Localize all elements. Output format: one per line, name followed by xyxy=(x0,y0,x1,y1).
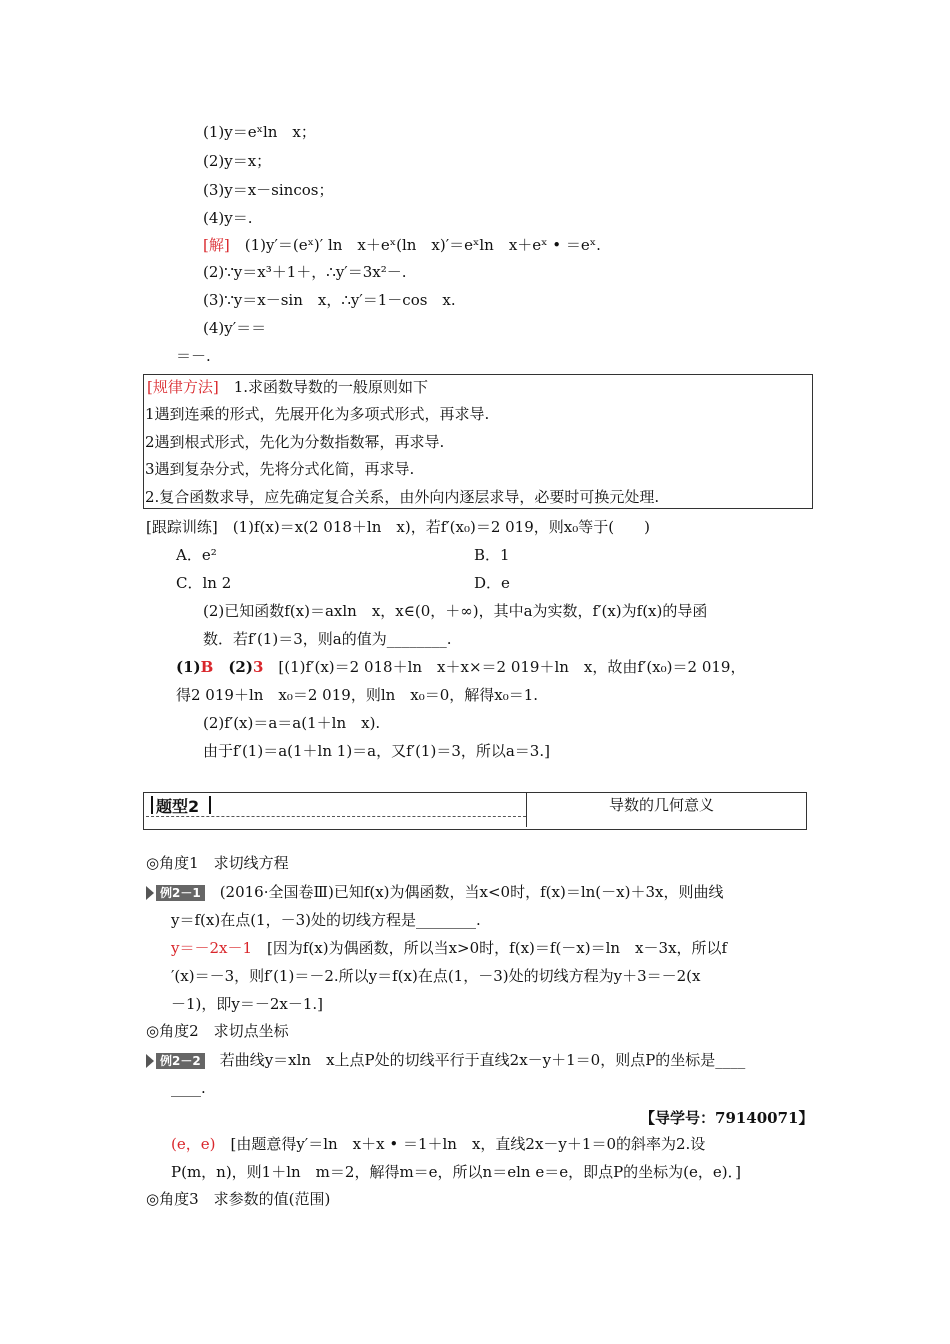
method-line-5: 2.复合函数求导，应先确定复合关系，由外向内逐层求导，必要时可换元处理. xyxy=(145,488,660,506)
method-line-1 xyxy=(147,377,428,397)
problem-1: (1)y＝eˣln x； xyxy=(203,123,316,141)
answer-2-value: 3 xyxy=(252,658,264,676)
angle-2-answer: (e，e) xyxy=(171,1135,216,1153)
method-line-2: 1遇到连乘的形式，先展开化为多项式形式，再求导. xyxy=(145,405,490,423)
solution-line-5: ＝－. xyxy=(176,347,211,365)
option-d: D．e xyxy=(474,574,510,592)
problem-3: (3)y＝x－sincos； xyxy=(203,181,334,199)
angle-1-answer: y＝－2x－1 xyxy=(171,939,253,957)
solution-line-2: (2)∵y＝x³＋1＋，∴y′＝3x²－. xyxy=(203,263,407,281)
angle-2-question-line-1 xyxy=(146,1050,745,1070)
play-triangle-icon xyxy=(146,1054,154,1068)
problem-4: (4)y＝. xyxy=(203,209,253,227)
practice-answer-line-1 xyxy=(176,657,745,677)
angle-1-title: ◎角度1 求切线方程 xyxy=(146,854,289,872)
section-label-bar-right xyxy=(209,796,211,814)
solution-line-4: (4)y′＝＝ xyxy=(203,319,267,337)
option-c: C．ln 2 xyxy=(176,574,232,592)
answer-1-label: (1) xyxy=(176,658,201,676)
section-label-bar-left xyxy=(151,796,153,814)
option-a: A．e² xyxy=(176,546,217,564)
angle-1-question-line-2: y＝f(x)在点(1，－3)处的切线方程是________. xyxy=(171,911,481,929)
method-tag: [规律方法] xyxy=(147,378,219,396)
angle-1-answer-line-2: ′(x)＝－3，则f′(1)＝－2.所以y＝f(x)在点(1，－3)处的切线方程为y＋3＝－2(x xyxy=(171,967,701,985)
practice-answer-line-3: (2)f′(x)＝a＝a(1＋ln x). xyxy=(203,714,381,732)
guide-number: 【导学号：79140071】 xyxy=(640,1109,814,1127)
angle-1-answer-line-1 xyxy=(171,938,727,958)
section-title: 导数的几何意义 xyxy=(609,796,715,814)
answer-explanation-1: [(1)f′(x)＝2 018＋ln x＋x×＝2 019＋ln x，故由f′(x₀)＝2 019， xyxy=(263,658,746,676)
angle-2-explanation-1: [由题意得y′＝ln x＋x • ＝1＋ln x，直线2x－y＋1＝0的斜率为2.设 xyxy=(215,1135,706,1153)
answer-1-value: B xyxy=(200,658,214,676)
section-label: 题型2 xyxy=(156,797,200,816)
solution-text-1: (1)y′＝(eˣ)′ ln x＋eˣ(ln x)′＝eˣln x＋eˣ • ＝eˣ. xyxy=(229,236,601,254)
practice-answer-line-2: 得2 019＋ln x₀＝2 019，则ln x₀＝0，解得x₀＝1. xyxy=(176,686,539,704)
angle-1-answer-line-3: －1)，即y＝－2x－1.] xyxy=(171,995,324,1013)
angle-2-answer-line-2: P(m，n)，则1＋ln m＝2，解得m＝e，所以n＝eln e＝e，即点P的坐标为(e，e)．] xyxy=(171,1163,741,1181)
practice-q2-line-1: (2)已知函数f(x)＝axln x，x∈(0，＋∞)，其中a为实数，f′(x)为f(x)的导函 xyxy=(203,602,708,620)
example-label: 例2－1 xyxy=(156,885,205,901)
practice-q1: [跟踪训练] (1)f(x)＝x(2 018＋ln x)，若f′(x₀)＝2 019，则x₀等于( ) xyxy=(146,518,650,536)
play-triangle-icon xyxy=(146,886,154,900)
angle-2-question-text: 若曲线y＝xln x上点P处的切线平行于直线2x－y＋1＝0，则点P的坐标是____ xyxy=(204,1051,746,1069)
solution-tag: [解] xyxy=(203,236,230,254)
solution-line-1 xyxy=(203,235,601,255)
option-b: B．1 xyxy=(474,546,510,564)
method-line-3: 2遇到根式形式，先化为分数指数幂，再求导. xyxy=(145,433,445,451)
section-divider xyxy=(526,793,527,827)
angle-2-answer-line-1 xyxy=(171,1134,705,1154)
practice-answer-line-4: 由于f′(1)＝a(1＋ln 1)＝a，又f′(1)＝3，所以a＝3.] xyxy=(203,742,550,760)
problem-2: (2)y＝x； xyxy=(203,152,272,170)
angle-1-explanation-1: [因为f(x)为偶函数，所以当x>0时，f(x)＝f(－x)＝ln x－3x，所以f xyxy=(252,939,728,957)
section-dashed-line xyxy=(146,816,526,817)
angle-2-title: ◎角度2 求切点坐标 xyxy=(146,1022,289,1040)
practice-q2-line-2: 数．若f′(1)＝3，则a的值为________. xyxy=(203,630,452,648)
angle-1-question-line-1 xyxy=(146,882,723,902)
answer-2-label: (2) xyxy=(213,658,253,676)
example-label: 例2－2 xyxy=(156,1053,205,1069)
angle-1-question-text: (2016·全国卷Ⅲ)已知f(x)为偶函数，当x<0时，f(x)＝ln(－x)＋3x，则曲线 xyxy=(204,883,724,901)
angle-2-question-line-2: ____. xyxy=(171,1079,206,1097)
method-line-4: 3遇到复杂分式，先将分式化简，再求导. xyxy=(145,460,415,478)
solution-line-3: (3)∵y＝x－sin x，∴y′＝1－cos x. xyxy=(203,291,456,309)
angle-3-title: ◎角度3 求参数的值(范围) xyxy=(146,1190,331,1208)
method-text-1: 1.求函数导数的一般原则如下 xyxy=(218,378,429,396)
